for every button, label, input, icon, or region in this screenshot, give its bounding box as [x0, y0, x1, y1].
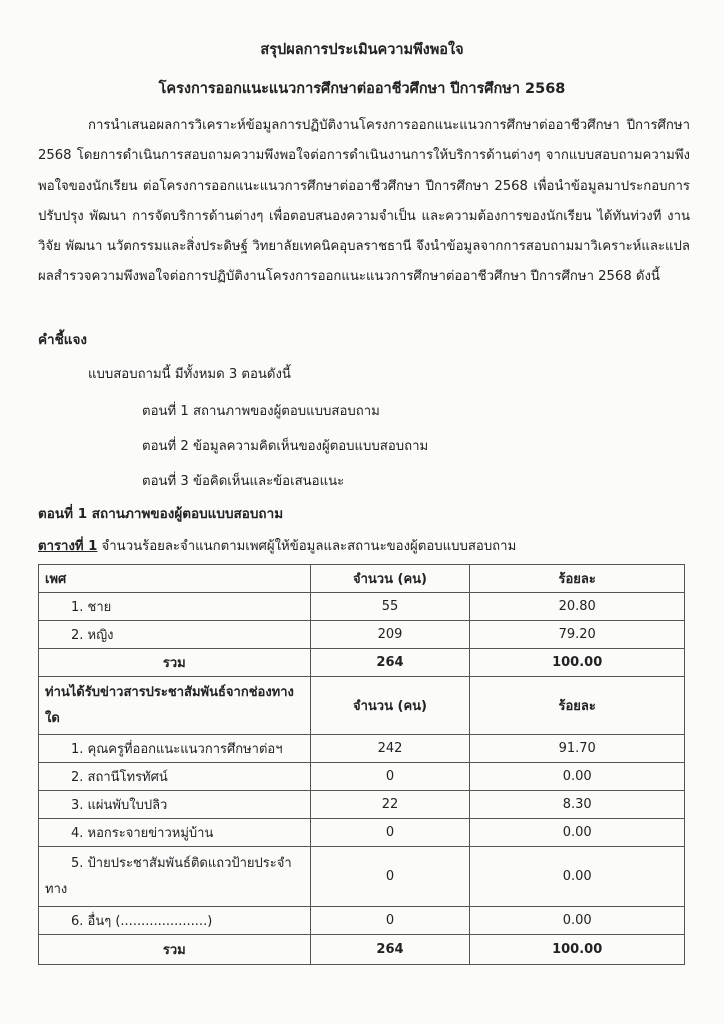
row-count: 242 [310, 735, 470, 763]
intro-text: การนำเสนอผลการวิเคราะห์ข้อมูลการปฏิบัติงานโครงการออกแนะแนวการศึกษาต่ออาชีวศึกษา ปีการศึกษา 2568 โดยการดำเนินการสอบถามความพึงพอใจต่อการดำเนินงานการให้บริการด้านต่างๆ จากแบบสอบถามความพึงพอใจของนักเรียน ต่อโครงการออกแนะแนวการศึกษาต่ออาชีวศึกษา ปีการศึกษา 2568 เพื่อนำข้อมูลมาประกอบการปรับปรุง พัฒนา การจัดบริการด้านต่างๆ เพื่อตอบสนองความจำเป็น และความต้องการของนักเรียน ได้ทันท่วงที งานวิจัย พัฒนา นวัตกรรมและสิ่งประดิษฐ์ วิทยาลัยเทคนิคอุบลราชธานี จึงนำข้อมูลจากการสอบถามมาวิเคราะห์และแปลผลสำรวจความพึงพอใจต่อการปฏิบัติงานโครงการออกแนะแนวการศึกษาต่ออาชีวศึกษา ปีการศึกษา 2568 ดังนี้ [38, 118, 690, 285]
row-label: 6. อื่นๆ (.....................) [39, 907, 311, 935]
row-label: 2. หญิง [39, 621, 311, 649]
gender-header-row [39, 565, 685, 593]
explanation-heading: คำชี้แจง [38, 332, 87, 348]
part-2-item: ตอนที่ 2 ข้อมูลความคิดเห็นของผู้ตอบแบบสอบถาม [142, 439, 429, 454]
total-label: รวม [39, 935, 311, 965]
row-label: 5. ป้ายประชาสัมพันธ์ติดแถวป้ายประจำทาง [39, 847, 311, 907]
row-count: 0 [310, 819, 470, 847]
row-count: 209 [310, 621, 470, 649]
document-title: สรุปผลการประเมินความพึงพอใจ [260, 42, 464, 58]
row-label: 3. แผ่นพับใบปลิว [39, 791, 311, 819]
intro-paragraph [38, 111, 690, 293]
row-label: 1. คุณครูที่ออกแนะแนวการศึกษาต่อฯ [39, 735, 311, 763]
table-caption [38, 535, 516, 556]
table-row [39, 593, 685, 621]
row-count: 0 [310, 763, 470, 791]
table-row [39, 763, 685, 791]
total-count: 264 [310, 649, 470, 677]
total-count: 264 [310, 935, 470, 965]
section-heading: ตอนที่ 1 สถานภาพของผู้ตอบแบบสอบถาม [38, 506, 284, 522]
total-label: รวม [39, 649, 311, 677]
table-row [39, 819, 685, 847]
row-count: 0 [310, 907, 470, 935]
part-1-item: ตอนที่ 1 สถานภาพของผู้ตอบแบบสอบถาม [142, 404, 380, 419]
row-percent: 20.80 [470, 593, 685, 621]
total-percent: 100.00 [470, 649, 685, 677]
row-percent: 0.00 [470, 907, 685, 935]
gender-total-row [39, 649, 685, 677]
header-cell: ร้อยละ [470, 565, 685, 593]
table-row [39, 847, 685, 907]
row-label: 1. ชาย [39, 593, 311, 621]
total-percent: 100.00 [470, 935, 685, 965]
header-cell: เพศ [39, 565, 311, 593]
header-cell: ร้อยละ [470, 677, 685, 735]
table-row [39, 907, 685, 935]
table-row [39, 791, 685, 819]
questionnaire-intro: แบบสอบถามนี้ มีทั้งหมด 3 ตอนดังนี้ [88, 367, 291, 382]
row-percent: 91.70 [470, 735, 685, 763]
row-percent: 0.00 [470, 763, 685, 791]
table-row [39, 735, 685, 763]
row-percent: 79.20 [470, 621, 685, 649]
respondent-table [38, 564, 685, 965]
row-count: 22 [310, 791, 470, 819]
channel-header-row [39, 677, 685, 735]
channel-total-row [39, 935, 685, 965]
row-percent: 0.00 [470, 847, 685, 907]
row-label: 4. หอกระจายข่าวหมู่บ้าน [39, 819, 311, 847]
header-cell: จำนวน (คน) [310, 677, 470, 735]
table-label: ตารางที่ 1 [38, 539, 98, 554]
row-count: 55 [310, 593, 470, 621]
row-percent: 8.30 [470, 791, 685, 819]
header-cell: จำนวน (คน) [310, 565, 470, 593]
header-cell: ท่านได้รับข่าวสารประชาสัมพันธ์จากช่องทางใด [39, 677, 311, 735]
part-3-item: ตอนที่ 3 ข้อคิดเห็นและข้อเสนอแนะ [142, 474, 345, 489]
row-count: 0 [310, 847, 470, 907]
table-caption-text: จำนวนร้อยละจำแนกตามเพศผู้ให้ข้อมูลและสถานะของผู้ตอบแบบสอบถาม [97, 539, 517, 554]
table-row [39, 621, 685, 649]
row-percent: 0.00 [470, 819, 685, 847]
row-label: 2. สถานีโทรทัศน์ [39, 763, 311, 791]
document-subtitle: โครงการออกแนะแนวการศึกษาต่ออาชีวศึกษา ปีการศึกษา 2568 [158, 81, 566, 97]
